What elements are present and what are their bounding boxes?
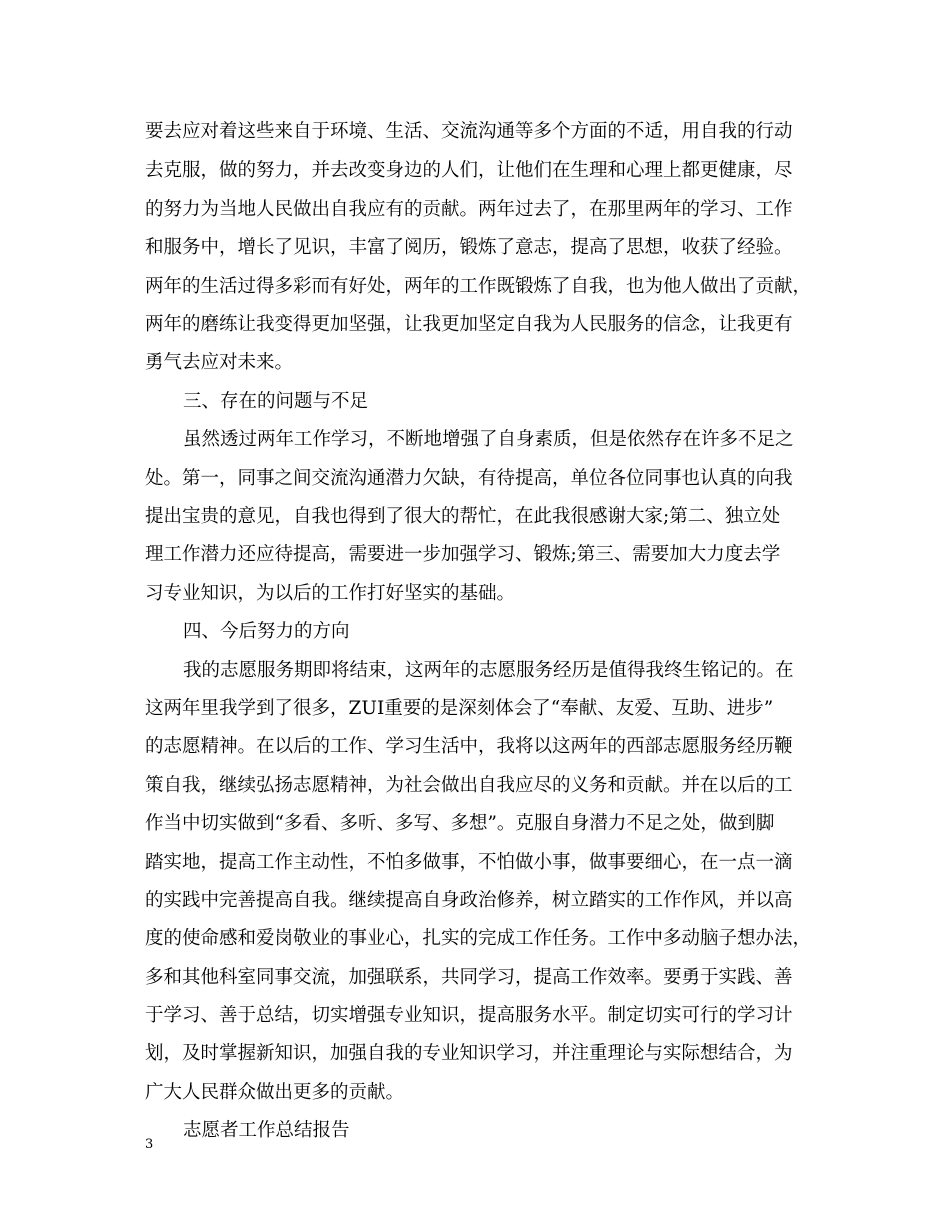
body-text-line: 理工作潜力还应待提高，需要进一步加强学习、锻炼;第三、需要加大力度去学 — [145, 544, 781, 565]
body-text-line: 两年的磨练让我变得更加坚强，让我更加坚定自我为人民服务的信念，让我更有 — [145, 314, 793, 335]
body-text-line: 这两年里我学到了很多，ZUI重要的是深刻体会了“奉献、友爱、互助、进步” — [145, 698, 774, 719]
body-text-line: 划，及时掌握新知识，加强自我的专业知识学习，并注重理论与实际想结合，为 — [145, 1043, 793, 1064]
body-text-line: 策自我，继续弘扬志愿精神，为社会做出自我应尽的义务和贡献。并在以后的工 — [145, 775, 793, 796]
body-text-line: 虽然透过两年工作学习，不断地增强了自身素质，但是依然存在许多不足之 — [183, 429, 794, 450]
body-text-line: 我的志愿服务期即将结束，这两年的志愿服务经历是值得我终生铭记的。在 — [183, 660, 794, 681]
body-text-line: 要去应对着这些来自于环境、生活、交流沟通等多个方面的不适，用自我的行动 — [145, 121, 793, 142]
body-text-line: 提出宝贵的意见，自我也得到了很大的帮忙，在此我很感谢大家;第二、独立处 — [145, 506, 781, 527]
body-text-line: 习专业知识，为以后的工作打好坚实的基础。 — [145, 583, 516, 604]
body-text-line: 广大人民群众做出更多的贡献。 — [145, 1082, 405, 1103]
body-text-line: 两年的生活过得多彩而有好处，两年的工作既锻炼了自我，也为他人做出了贡献， — [145, 276, 812, 297]
body-text-line: 作当中切实做到“多看、多听、多写、多想”。克服自身潜力不足之处，做到脚 — [145, 813, 775, 834]
body-text-line: 处。第一，同事之间交流沟通潜力欠缺，有待提高，单位各位同事也认真的向我 — [145, 468, 793, 489]
section-heading: 四、今后努力的方向 — [183, 621, 350, 642]
body-text-line: 勇气去应对未来。 — [145, 352, 294, 373]
body-text-line: 多和其他科室同事交流，加强联系，共同学习，提高工作效率。要勇于实践、善 — [145, 967, 793, 988]
report-title-line: 志愿者工作总结报告 — [183, 1120, 350, 1141]
body-text-line: 的志愿精神。在以后的工作、学习生活中，我将以这两年的西部志愿服务经历鞭 — [145, 736, 793, 757]
body-text-line: 去克服，做的努力，并去改变身边的人们，让他们在生理和心理上都更健康，尽 — [145, 160, 793, 181]
body-text-line: 于学习、善于总结，切实增强专业知识，提高服务水平。制定切实可行的学习计 — [145, 1005, 793, 1026]
section-heading: 三、存在的问题与不足 — [183, 391, 369, 412]
body-text-line: 的实践中完善提高自我。继续提高自身政治修养，树立踏实的工作作风，并以高 — [145, 890, 793, 911]
body-text-line: 踏实地，提高工作主动性，不怕多做事，不怕做小事，做事要细心，在一点一滴 — [145, 852, 793, 873]
page-number: 3 — [145, 1137, 154, 1152]
body-text-line: 的努力为当地人民做出自我应有的贡献。两年过去了，在那里两年的学习、工作 — [145, 199, 793, 220]
body-text-line: 和服务中，增长了见识，丰富了阅历，锻炼了意志，提高了思想，收获了经验。 — [145, 237, 793, 258]
body-text-line: 度的使命感和爱岗敬业的事业心，扎实的完成工作任务。工作中多动脑子想办法， — [145, 928, 812, 949]
